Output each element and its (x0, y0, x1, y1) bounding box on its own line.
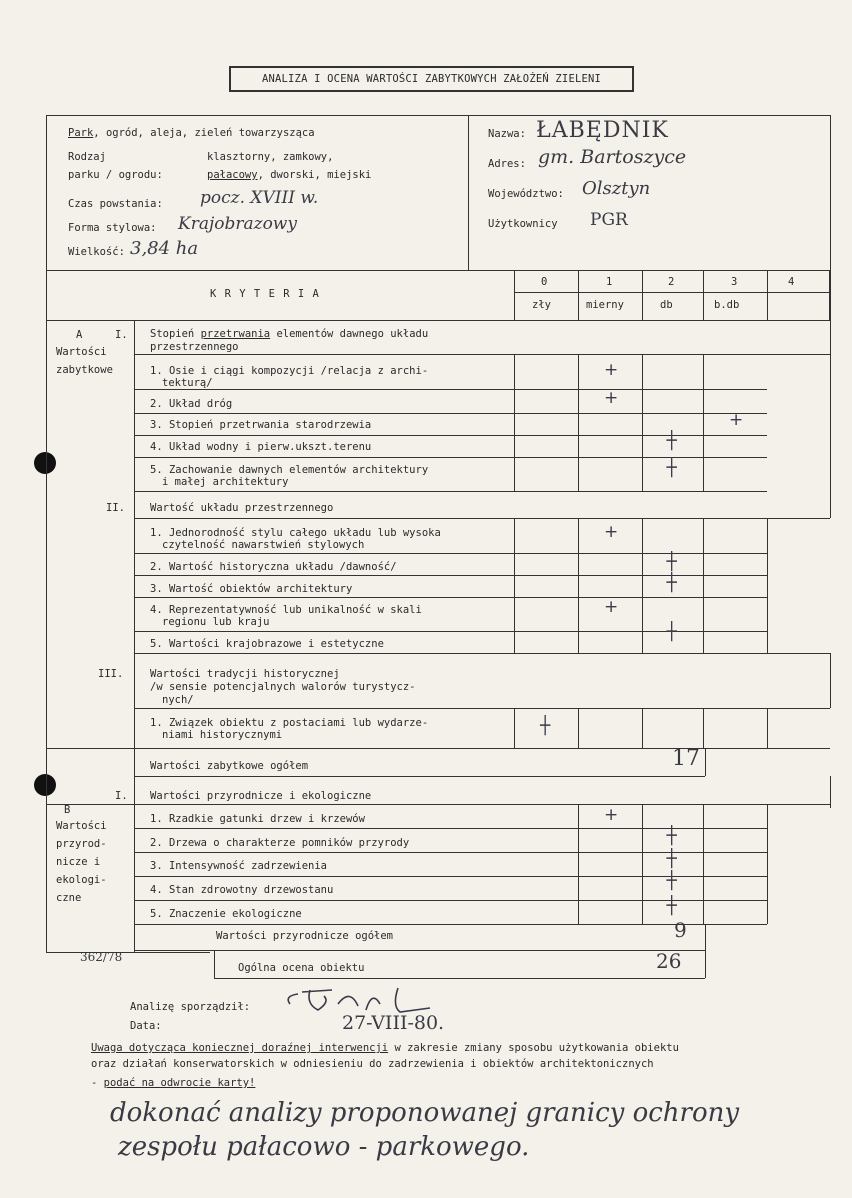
a-row-3: 3. Stopień przetrwania starodrzewia (150, 419, 372, 431)
score-0: 0 (541, 276, 548, 288)
score-4: 4 (788, 276, 795, 288)
overall-right (705, 950, 706, 978)
score-column-edge (578, 270, 579, 320)
section-a-group-1-number: I. (115, 329, 128, 341)
group-1-title: Stopień przetrwania elementów dawnego układu (150, 328, 429, 340)
score-header-mid (514, 292, 830, 293)
b-row-2: 2. Drzewa o charakterze pomników przyrody (150, 837, 410, 849)
frame-right-a (830, 320, 831, 491)
cell-edge (514, 575, 515, 597)
cell-edge (578, 900, 579, 924)
cell-edge (703, 413, 704, 435)
czas-value: pocz. XVIII w. (200, 188, 319, 208)
section-a-letter: A (76, 329, 83, 341)
cell-edge (642, 828, 643, 852)
criteria-header: K R Y T E R I A (210, 288, 320, 300)
section-a-group-2-number: II. (106, 502, 125, 514)
cell-edge (703, 828, 704, 852)
b-row-1-mark: + (604, 805, 619, 825)
score-3: 3 (731, 276, 738, 288)
cell-edge (578, 597, 579, 631)
cell-edge (703, 876, 704, 900)
group-3-title-line-1: Wartości tradycji historycznej (150, 668, 340, 680)
nazwa-label: Nazwa: (488, 128, 526, 140)
czas-label: Czas powstania: (68, 198, 163, 210)
cell-edge (642, 553, 643, 575)
cell-edge (578, 631, 579, 653)
score-column-edge (642, 270, 643, 320)
frame-right-b (830, 776, 831, 808)
cell-edge (578, 876, 579, 900)
cell-edge (767, 876, 768, 900)
section-b-letter: B (64, 804, 71, 816)
cell-edge (578, 435, 579, 457)
rodzaj-label: Rodzaj (68, 151, 106, 163)
cell-edge (514, 354, 515, 389)
cell-edge (578, 457, 579, 491)
b-row-5-mark: ┼ (666, 896, 677, 916)
object-type-line: Park, ogród, aleja, zieleń towarzysząca (68, 127, 315, 139)
a-row-6-line-2: czytelność nawarstwień stylowych (162, 539, 365, 551)
overall-label: Ogólna ocena obiektu (238, 962, 365, 974)
cell-edge (578, 553, 579, 575)
wojewodztwo-value: Olsztyn (582, 178, 651, 199)
cell-edge (578, 828, 579, 852)
cell-edge (514, 413, 515, 435)
section-b-name-4: ekologi- (56, 874, 107, 886)
cell-edge (642, 631, 643, 653)
a-row-5-line-2: i małej architektury (162, 476, 289, 488)
cell-edge (642, 457, 643, 491)
section-b-title-bottom (46, 804, 830, 805)
total-a-bottom (134, 776, 705, 777)
cell-edge (514, 389, 515, 413)
section-a-name-2: zabytkowe (56, 364, 113, 376)
adres-value: gm. Bartoszyce (538, 146, 687, 168)
cell-edge (703, 389, 704, 413)
a-row-8: 3. Wartość obiektów architektury (150, 583, 353, 595)
cell-edge (767, 852, 768, 876)
cell-edge (642, 900, 643, 924)
cell-edge (767, 518, 768, 653)
a-row-9-line-1: 4. Reprezentatywność lub unikalność w skali (150, 604, 422, 616)
cell-edge (642, 518, 643, 553)
row-line (134, 389, 767, 390)
cell-edge (767, 900, 768, 924)
score-1: 1 (606, 276, 613, 288)
cell-edge (514, 631, 515, 653)
group-3-bottom (134, 708, 830, 709)
cell-edge (578, 852, 579, 876)
frame-left (46, 115, 47, 952)
section-a-bottom (46, 748, 830, 749)
a-row-9-mark: + (604, 597, 619, 617)
nazwa-value: ŁABĘDNIK (536, 118, 669, 143)
a-row-7-mark: ┼ (666, 552, 677, 572)
cell-edge (514, 597, 515, 631)
group-3-top (134, 653, 830, 654)
section-b-name-1: Wartości (56, 820, 107, 832)
b-row-5: 5. Znaczenie ekologiczne (150, 908, 302, 920)
data-label: Data: (130, 1020, 162, 1032)
score-column-edge (829, 270, 830, 320)
a-row-1-mark: + (604, 360, 619, 380)
parku-label: parku / ogrodu: (68, 169, 163, 181)
przyrodnicze-total-value: 9 (674, 918, 687, 942)
cell-edge (642, 413, 643, 435)
cell-edge (578, 804, 579, 828)
zabytkowe-total-value: 17 (672, 746, 700, 771)
cell-edge (703, 575, 704, 597)
a-row-3-mark: + (729, 410, 744, 430)
overall-value: 26 (656, 949, 682, 973)
a-row-10: 5. Wartości krajobrazowe i estetyczne (150, 638, 384, 650)
uzytkownicy-value: PGR (590, 210, 628, 230)
a-row-6-mark: + (604, 522, 619, 542)
a-row-1-line-2: tekturą/ (162, 377, 213, 389)
frame-top (46, 115, 830, 116)
score-column-edge (703, 270, 704, 320)
cell-edge (642, 435, 643, 457)
form-title: ANALIZA I OCENA WARTOŚCI ZABYTKOWYCH ZAŁOŻEŃ ZIELENI (229, 66, 634, 92)
data-value: 27-VIII-80. (342, 1012, 445, 1034)
a-row-5-mark: ┼ (666, 458, 677, 478)
reference-number: 362/78 (80, 950, 123, 964)
cell-edge (514, 518, 515, 553)
uwaga-line-1: Uwaga dotycząca koniecznej doraźnej interwencji w zakresie zmiany sposobu użytkowania obiektu (91, 1042, 679, 1054)
total-a-right (705, 748, 706, 776)
a-row-1-line-1: 1. Osie i ciągi kompozycji /relacja z archi- (150, 365, 429, 377)
grade-zly: zły (532, 299, 551, 311)
row-line (134, 597, 767, 598)
a-row-4-mark: ┼ (666, 431, 677, 451)
a-row-6-line-1: 1. Jednorodność stylu całego układu lub wysoka (150, 527, 441, 539)
cell-edge (578, 518, 579, 553)
frame-right-top (830, 115, 831, 320)
a-row-11-mark: ┼ (540, 716, 551, 736)
cell-edge (703, 435, 704, 457)
group-1-title-line-2: przestrzennego (150, 341, 239, 353)
section-b-number: I. (115, 790, 128, 802)
zabytkowe-total-label: Wartości zabytkowe ogółem (150, 760, 309, 772)
cell-edge (642, 575, 643, 597)
criteria-bottom (46, 320, 830, 321)
a-row-7: 2. Wartość historyczna układu /dawność/ (150, 561, 397, 573)
group-3-title-line-3: nych/ (162, 694, 194, 706)
cell-edge (703, 354, 704, 389)
a-row-4: 4. Układ wodny i pierw.ukszt.terenu (150, 441, 372, 453)
b-row-3-mark: ┼ (666, 849, 677, 869)
grade-mierny: mierny (586, 299, 624, 311)
uzytkownicy-label: Użytkownicy (488, 218, 558, 230)
forma-value: Krajobrazowy (178, 214, 297, 234)
cell-edge (703, 804, 704, 828)
criteria-column-left (134, 320, 135, 952)
section-b-name-2: przyrod- (56, 838, 107, 850)
row-line (134, 491, 767, 492)
cell-edge (642, 804, 643, 828)
cell-edge (642, 597, 643, 631)
a-row-2-mark: + (604, 388, 619, 408)
adres-label: Adres: (488, 158, 526, 170)
grade-db: db (660, 299, 673, 311)
forma-label: Forma stylowa: (68, 222, 157, 234)
group-1-bottom (134, 354, 830, 355)
b-row-2-mark: ┼ (666, 826, 677, 846)
b-row-4: 4. Stan zdrowotny drzewostanu (150, 884, 334, 896)
wielkosc-label: Wielkość: (68, 246, 125, 258)
handwritten-note-line-1: dokonać analizy proponowanej granicy ochrony (110, 1098, 740, 1128)
cell-edge (642, 852, 643, 876)
cell-edge (514, 708, 515, 748)
section-a-name-1: Wartości (56, 346, 107, 358)
a-row-11-line-2: niami historycznymi (162, 729, 283, 741)
criteria-top (46, 270, 830, 271)
cell-edge (703, 553, 704, 575)
a-row-5-line-1: 5. Zachowanie dawnych elementów architektury (150, 464, 429, 476)
uwaga-line-2: oraz działań konserwatorskich w odniesieniu do zadrzewienia i obiektów architektonicznych (91, 1058, 654, 1070)
analize-label: Analizę sporządził: (130, 1001, 251, 1013)
b-row-1: 1. Rzadkie gatunki drzew i krzewów (150, 813, 365, 825)
b-row-3: 3. Intensywność zadrzewienia (150, 860, 328, 872)
score-column-edge (514, 270, 515, 320)
cell-edge (514, 435, 515, 457)
rodzaj-option-1: klasztorny, zamkowy, (207, 151, 334, 163)
score-column-edge (767, 270, 768, 320)
cell-edge (703, 631, 704, 653)
a-row-11-line-1: 1. Związek obiektu z postaciami lub wydarze- (150, 717, 429, 729)
section-a-group-3-number: III. (98, 668, 124, 680)
grade-bdb: b.db (714, 299, 740, 311)
cell-edge (642, 876, 643, 900)
section-b-name-5: czne (56, 892, 82, 904)
cell-edge (578, 708, 579, 748)
cell-edge (578, 389, 579, 413)
group-2-title: Wartość układu przestrzennego (150, 502, 334, 514)
punch-hole-top (34, 452, 56, 474)
cell-edge (703, 708, 704, 748)
section-b-name-3: nicze i (56, 856, 101, 868)
b-row-4-mark: ┼ (666, 871, 677, 891)
overall-bottom (214, 978, 705, 979)
section-b-title: Wartości przyrodnicze i ekologiczne (150, 790, 372, 802)
cell-edge (578, 354, 579, 389)
a-row-8-mark: ┼ (666, 573, 677, 593)
total-b-bottom (134, 950, 705, 951)
cell-edge (578, 413, 579, 435)
a-row-10-mark: ┼ (666, 622, 677, 642)
wojewodztwo-label: Województwo: (488, 188, 564, 200)
cell-edge (642, 389, 643, 413)
cell-edge (767, 708, 768, 748)
przyrodnicze-total-label: Wartości przyrodnicze ogółem (216, 930, 394, 942)
cell-edge (703, 457, 704, 491)
cell-edge (767, 804, 768, 828)
group-2-bottom (134, 518, 830, 519)
frame-right-a3 (830, 653, 831, 708)
a-row-9-line-2: regionu lub kraju (162, 616, 270, 628)
cell-edge (703, 518, 704, 553)
row-line (134, 924, 767, 925)
cell-edge (578, 575, 579, 597)
cell-edge (703, 900, 704, 924)
cell-edge (514, 553, 515, 575)
wielkosc-value: 3,84 ha (130, 238, 199, 259)
punch-hole-bottom (34, 774, 56, 796)
group-3-title-line-2: /w sensie potencjalnych walorów turystycz- (150, 681, 416, 693)
overall-left (214, 950, 215, 978)
frame-bottom (46, 952, 210, 953)
cell-edge (514, 457, 515, 491)
total-b-right (705, 924, 706, 950)
score-2: 2 (668, 276, 675, 288)
cell-edge (642, 354, 643, 389)
cell-edge (767, 828, 768, 852)
rodzaj-option-2: pałacowy, dworski, miejski (207, 169, 372, 181)
uwaga-line-3: - podać na odwrocie karty! (91, 1077, 256, 1089)
frame-right-a2 (830, 491, 831, 518)
handwritten-note-line-2: zespołu pałacowo - parkowego. (118, 1132, 530, 1162)
cell-edge (703, 597, 704, 631)
cell-edge (703, 852, 704, 876)
row-line (134, 413, 767, 414)
header-divider (468, 115, 469, 270)
a-row-2: 2. Układ dróg (150, 398, 233, 410)
cell-edge (642, 708, 643, 748)
